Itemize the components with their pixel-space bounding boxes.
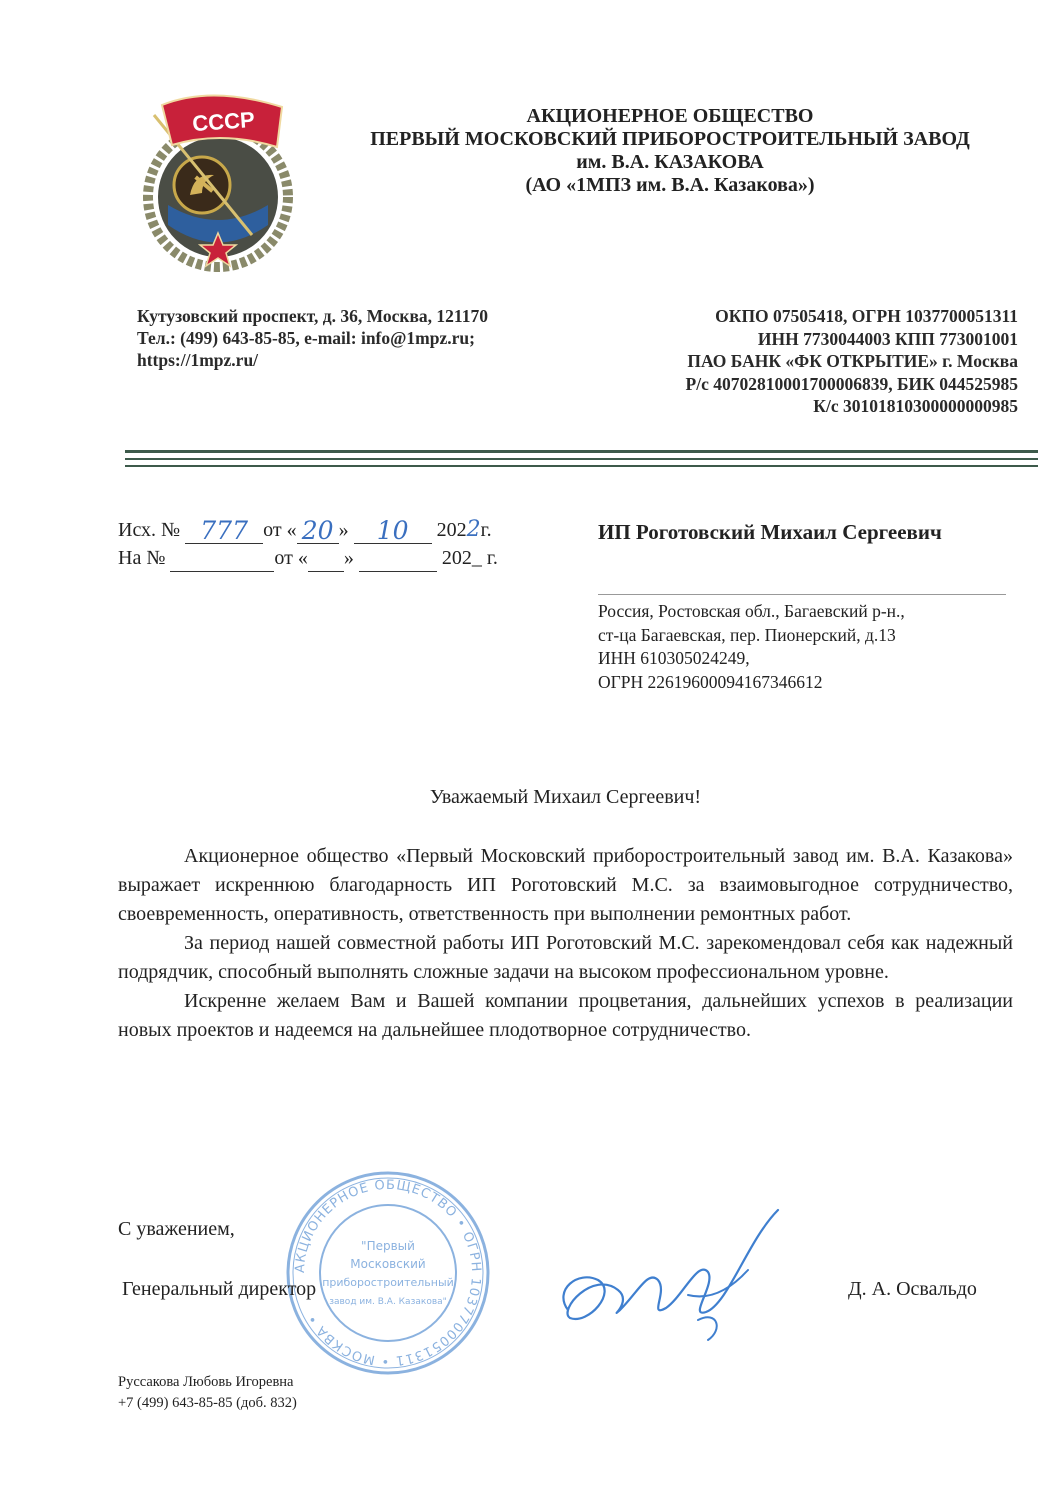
- body-paragraph: За период нашей совместной работы ИП Роготовский М.С. зарекомендовал себя как надежный подрядчик, способный выполнять сложные задачи на высоком профессиональном уровне.: [118, 932, 1013, 983]
- stamp-center-line: приборостроительный: [322, 1276, 454, 1289]
- date-from-label: от «: [263, 519, 297, 541]
- year-suffix: г.: [480, 519, 492, 541]
- org-line: (АО «1МПЗ им. В.А. Казакова»): [525, 174, 815, 196]
- incoming-year: 202_ г.: [441, 547, 498, 569]
- company-stamp: [283, 1168, 493, 1378]
- incoming-month-blank: [359, 547, 437, 572]
- outgoing-reference: [118, 516, 558, 544]
- incoming-reference: [118, 544, 558, 572]
- quote-mark: »: [343, 547, 354, 569]
- outgoing-number: 777: [200, 516, 248, 545]
- header-divider: [125, 458, 1038, 460]
- letter-body: [118, 842, 1013, 1045]
- header-divider: [125, 450, 1038, 453]
- date-from-label: от «: [274, 547, 308, 569]
- stamp-center-line: завод им. В.А. Казакова": [329, 1297, 447, 1307]
- executor-info: [118, 1372, 297, 1414]
- outgoing-day: 20: [301, 516, 334, 545]
- org-line: ПЕРВЫЙ МОСКОВСКИЙ ПРИБОРОСТРОИТЕЛЬНЫЙ ЗАВОД: [370, 128, 970, 150]
- regards: С уважением,: [118, 1218, 235, 1240]
- requisite-line: К/с 30101810300000000985: [813, 396, 1018, 416]
- company-requisites: [560, 305, 1018, 418]
- incoming-number-label: На №: [118, 547, 166, 569]
- org-line: им. В.А. КАЗАКОВА: [576, 151, 764, 173]
- stamp-center-line: Московский: [350, 1257, 426, 1271]
- outgoing-number-label: Исх. №: [118, 519, 181, 541]
- outgoing-year-digit: 2: [466, 517, 481, 542]
- addressee-divider: [598, 594, 1006, 595]
- emblem-text: СССР: [191, 106, 256, 137]
- stamp-center-line: "Первый: [361, 1239, 415, 1253]
- org-line: АКЦИОНЕРНОЕ ОБЩЕСТВО: [526, 105, 814, 127]
- contact-address: Кутузовский проспект, д. 36, Москва, 121170: [137, 306, 488, 326]
- requisite-line: Р/с 40702810001700006839, БИК 044525985: [685, 373, 1018, 394]
- addressee-line: ст-ца Багаевская, пер. Пионерский, д.13: [598, 624, 896, 645]
- incoming-day-blank: [308, 547, 344, 572]
- reference-block: [118, 516, 558, 572]
- outgoing-month: 10: [376, 516, 409, 545]
- handwritten-signature: [548, 1200, 798, 1350]
- signer-position: Генеральный директор: [122, 1278, 317, 1300]
- salutation: Уважаемый Михаил Сергеевич!: [429, 786, 702, 808]
- addressee-line: Россия, Ростовская обл., Багаевский р-н.,: [598, 601, 905, 621]
- requisite-line: ПАО БАНК «ФК ОТКРЫТИЕ» г. Москва: [687, 351, 1018, 371]
- addressee-name: ИП Роготовский Михаил Сергеевич: [598, 520, 942, 544]
- quote-mark: »: [338, 519, 349, 541]
- body-paragraph: Акционерное общество «Первый Московский приборостроительный завод им. В.А. Казакова» выражает искреннюю благодарность ИП Роготовский М.С. за взаимовыгодное сотрудничество, своевременность, оперативность, ответственность при выполнении ремонтных работ.: [118, 845, 1013, 925]
- contact-phone-email: Тел.: (499) 643-85-85, e-mail: info@1mpz.ru;: [137, 328, 475, 348]
- requisite-line: ИНН 7730044003 КПП 773001001: [757, 328, 1018, 349]
- header-divider: [125, 465, 1038, 467]
- addressee-details: [598, 600, 1018, 694]
- executor-name: Руссакова Любовь Игоревна: [118, 1374, 294, 1390]
- stamp-ring-text: АКЦИОНЕРНОЕ ОБЩЕСТВО • ОГРН 1037700051311 • МОСКВА •: [292, 1177, 484, 1369]
- svg-text:АКЦИОНЕРНОЕ ОБЩЕСТВО • ОГРН 10: [293, 1178, 483, 1368]
- body-paragraph: Искренне желаем Вам и Вашей компании процветания, дальнейших успехов в реализации новых проектов и надеемся на дальнейшее плодотворное сотрудничество.: [118, 990, 1013, 1041]
- year-prefix: 202: [436, 519, 467, 541]
- requisite-line: ОКПО 07505418, ОГРН 1037700051311: [715, 306, 1018, 326]
- executor-phone: +7 (499) 643-85-85 (доб. 832): [118, 1395, 297, 1411]
- incoming-number-blank: [170, 547, 274, 572]
- company-contacts: [137, 305, 587, 371]
- organization-name: [320, 105, 1020, 197]
- order-of-red-banner-icon: [132, 85, 304, 275]
- contact-website: https://1mpz.ru/: [137, 350, 259, 370]
- addressee-line: ИНН 610305024249,: [598, 648, 750, 668]
- signer-name: Д. А. Освальдо: [848, 1278, 977, 1300]
- addressee-line: ОГРН 22619600094167346612: [598, 671, 823, 692]
